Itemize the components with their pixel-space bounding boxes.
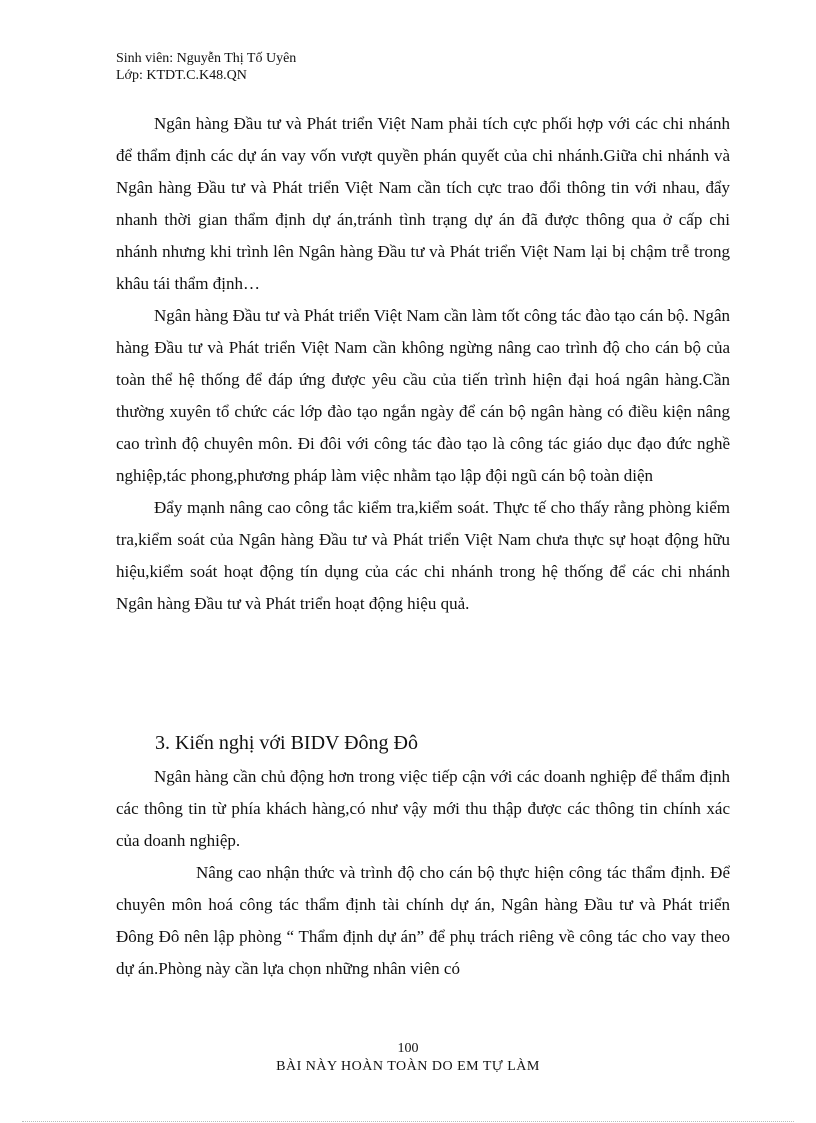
body-section-2 [116, 761, 730, 985]
paragraph: Ngân hàng Đầu tư và Phát triển Việt Nam phải tích cực phối hợp với các chi nhánh để thẩm định các dự án vay vốn vượt quyền phán quyết của chi nhánh.Giữa chi nhánh và Ngân hàng Đầu tư và Phát triển Việt Nam cần tích cực trao đổi thông tin với nhau, đẩy nhanh thời gian thẩm định dự án,tránh tình trạng dự án đã được thông qua ở cấp chi nhánh nhưng khi trình lên Ngân hàng Đầu tư và Phát triển Việt Nam lại bị chậm trễ trong khâu tái thẩm định… [116, 114, 730, 293]
footer-note: BÀI NÀY HOÀN TOÀN DO EM TỰ LÀM [276, 1059, 540, 1074]
body-section-1 [116, 108, 730, 620]
class-line: Lớp: KTDT.C.K48.QN [116, 68, 247, 83]
paragraph: Đẩy mạnh nâng cao công tắc kiểm tra,kiểm soát. Thực tế cho thấy rằng phòng kiểm tra,kiểm soát của Ngân hàng Đầu tư và Phát triển Việt Nam chưa thực sự hoạt động hữu hiệu,kiểm soát hoạt động tín dụng của các chi nhánh trong hệ thống để các chi nhánh Ngân hàng Đầu tư và Phát triển hoạt động hiệu quả. [116, 498, 730, 613]
page-number: 100 [397, 1041, 419, 1056]
page-bottom-divider [22, 1121, 794, 1122]
paragraph: Ngân hàng cần chủ động hơn trong việc tiếp cận với các doanh nghiệp để thẩm định các thông tin từ phía khách hàng,có như vậy mới thu thập được các thông tin chính xác của doanh nghiệp. [116, 767, 730, 850]
student-name-line: Sinh viên: Nguyễn Thị Tố Uyên [116, 51, 297, 66]
section-heading: 3. Kiến nghị với BIDV Đông Đô [155, 732, 418, 754]
paragraph: Nâng cao nhận thức và trình độ cho cán bộ thực hiện công tác thẩm định. Để chuyên môn hoá công tác thẩm định tài chính dự án, Ngân hàng Đầu tư và Phát triển Đông Đô nên lập phòng “ Thẩm định dự án” để phụ trách riêng về công tác cho vay theo dự án.Phòng này cần lựa chọn những nhân viên có [116, 863, 730, 978]
paragraph: Ngân hàng Đầu tư và Phát triển Việt Nam cần làm tốt công tác đào tạo cán bộ. Ngân hàng Đầu tư và Phát triển Việt Nam cần không ngừng nâng cao trình độ cho cán bộ của toàn thể hệ thống để đáp ứng được yêu cầu của tiến trình hiện đại hoá ngân hàng.Cần thường xuyên tổ chức các lớp đào tạo ngắn ngày để cán bộ ngân hàng có điều kiện nâng cao trình độ chuyên môn. Đi đôi với công tác đào tạo là công tác giáo dục đạo đức nghề nghiệp,tác phong,phương pháp làm việc nhằm tạo lập đội ngũ cán bộ toàn diện [116, 306, 730, 485]
page-header [116, 50, 296, 84]
